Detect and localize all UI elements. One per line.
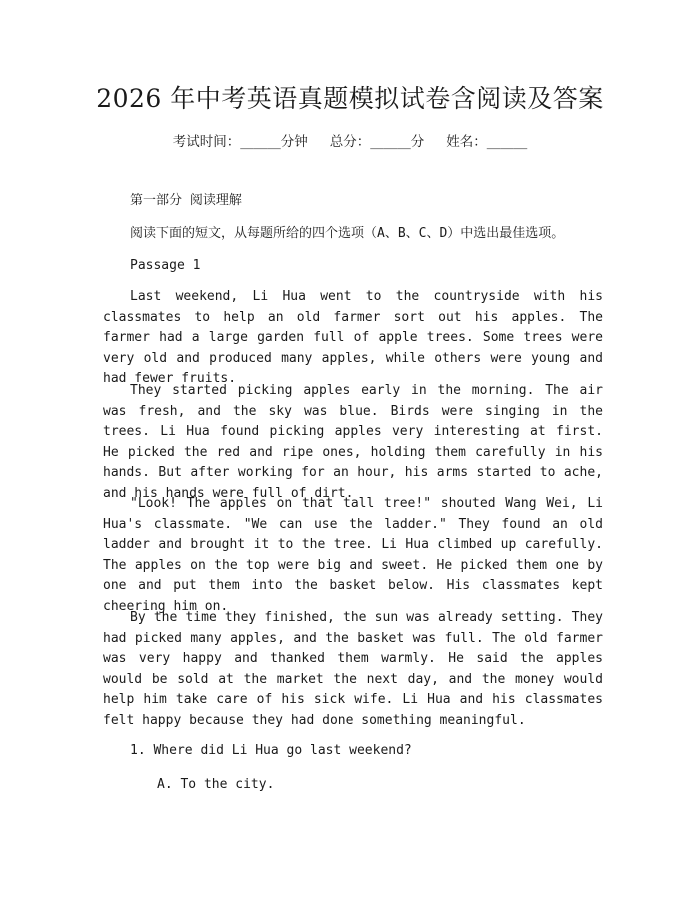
passage-paragraph-2 <box>103 381 603 504</box>
paragraph-text: "Look! The apples on that tall tree!" shouted Wang Wei, Li Hua's classmate. "We can use the ladder." They found an old ladder and brought it to the tree. Li Hua climbed up carefully. The apples on the top were big and sweet. He picked them one by one and put them into the basket below. His classmates kept cheering him on. <box>103 496 603 614</box>
student-name-field: 姓名：______ <box>446 134 528 150</box>
paragraph-text: Last weekend, Li Hua went to the countryside with his classmates to help an old farmer sort out his apples. The farmer had a large garden full of apple trees. Some trees were very old and produced many apples, while others were young and had fewer fruits. <box>103 289 603 386</box>
exam-time-field: 考试时间：______分钟 <box>172 134 308 150</box>
total-score-field: 总分：______分 <box>329 134 425 150</box>
passage-label <box>103 256 603 277</box>
passage-paragraph-1 <box>103 287 603 390</box>
question-1-option-a <box>157 775 597 796</box>
section-heading-text: 第一部分 阅读理解 <box>130 193 242 208</box>
passage-paragraph-3 <box>103 494 603 617</box>
question-1 <box>103 741 603 762</box>
reading-instruction <box>103 224 603 245</box>
passage-label-text: Passage 1 <box>130 258 201 273</box>
instruction-text: 阅读下面的短文，从每题所给的四个选项（A、B、C、D）中选出最佳选项。 <box>130 226 565 241</box>
paragraph-text: They started picking apples early in the morning. The air was fresh, and the sky was blue. Birds were singing in the trees. Li Hua found picking apples very interesting at first. He picked the red and ripe ones, holding them carefully in his hands. But after working for an hour, his arms started to ache, and his hands were full of dirt. <box>103 383 603 501</box>
passage-paragraph-4 <box>103 608 603 731</box>
question-stem: 1. Where did Li Hua go last weekend? <box>130 743 412 758</box>
page-title: 2026 年中考英语真题模拟试卷含阅读及答案 <box>96 84 604 113</box>
section-heading <box>103 191 603 212</box>
exam-info-line <box>0 132 700 152</box>
option-text: A. To the city. <box>157 777 275 792</box>
paragraph-text: By the time they finished, the sun was already setting. They had picked many apples, and the basket was full. The old farmer was very happy and thanked them warmly. He said the apples would be sold at the market the next day, and the money would help him take care of his sick wife. Li Hua and his classmates felt happy because they had done something meaningful. <box>103 610 603 728</box>
